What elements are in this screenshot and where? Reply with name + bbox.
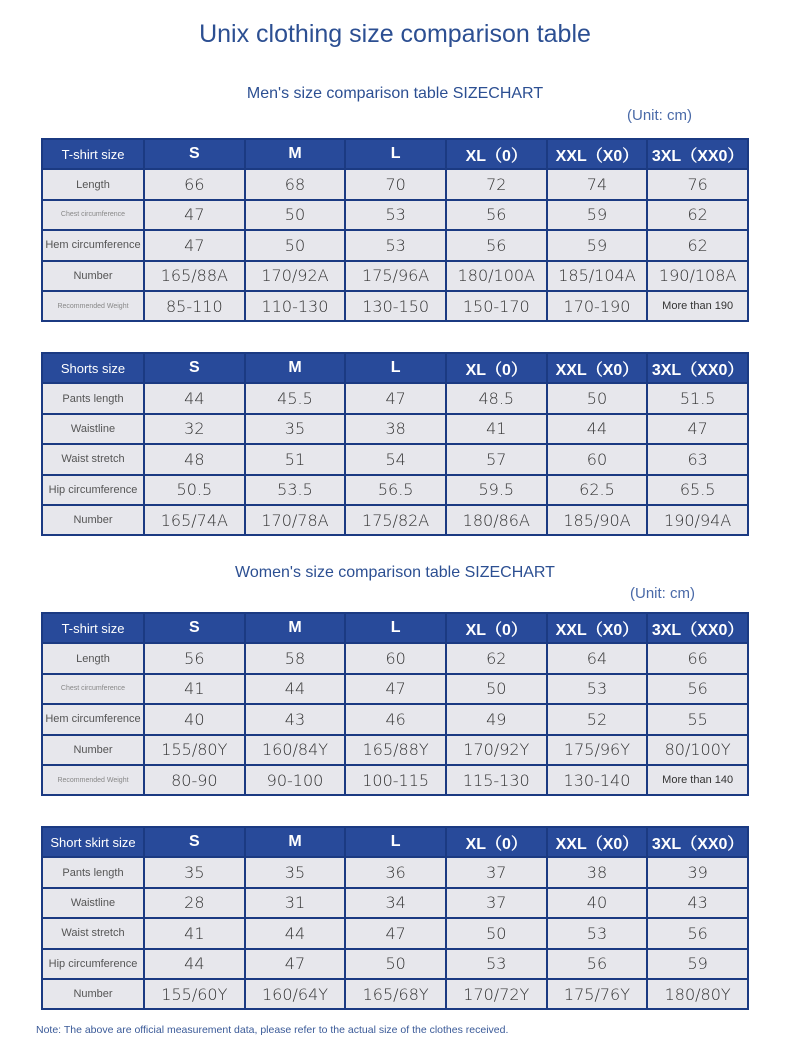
value-cell: 160/84Y xyxy=(245,735,346,765)
value-cell: 52 xyxy=(547,704,648,734)
row-label-cell: Waist stretch xyxy=(42,444,144,474)
value-cell: 41 xyxy=(144,674,245,704)
value-cell: More than 190 xyxy=(647,291,748,321)
value-cell: 53 xyxy=(345,200,446,230)
value-cell: 50 xyxy=(345,949,446,979)
size-header-cell: M xyxy=(245,139,346,169)
value-cell: 56 xyxy=(647,918,748,948)
value-cell: 50 xyxy=(245,230,346,260)
value-cell: 44 xyxy=(245,674,346,704)
value-cell: 57 xyxy=(446,444,547,474)
value-cell: 130-140 xyxy=(547,765,648,795)
value-cell: 165/88Y xyxy=(345,735,446,765)
value-cell: 70 xyxy=(345,169,446,199)
table-row xyxy=(42,169,748,199)
value-cell: 59 xyxy=(547,230,648,260)
men-section-heading: Men's size comparison table SIZECHART xyxy=(246,85,544,102)
value-cell: 47 xyxy=(144,200,245,230)
row-label-cell: Number xyxy=(42,979,144,1009)
value-cell: 165/88A xyxy=(144,261,245,291)
women-section-heading: Women's size comparison table SIZECHART xyxy=(235,564,555,581)
row-label-cell: Hip circumference xyxy=(42,475,144,505)
value-cell: 50.5 xyxy=(144,475,245,505)
value-cell: 66 xyxy=(647,643,748,673)
value-cell: 185/104A xyxy=(547,261,648,291)
table-row xyxy=(42,735,748,765)
value-cell: 44 xyxy=(547,414,648,444)
value-cell: 41 xyxy=(144,918,245,948)
row-label-cell: Length xyxy=(42,643,144,673)
value-cell: 38 xyxy=(547,857,648,887)
size-header-cell: M xyxy=(245,353,346,383)
table-row xyxy=(42,475,748,505)
men-shorts-table xyxy=(41,352,749,536)
value-cell: 130-150 xyxy=(345,291,446,321)
value-cell: 44 xyxy=(144,383,245,413)
table-row xyxy=(42,765,748,795)
table-header-row xyxy=(42,613,748,643)
size-header-cell: M xyxy=(245,827,346,857)
value-cell: 80/100Y xyxy=(647,735,748,765)
value-cell: 59 xyxy=(547,200,648,230)
size-header-cell: M xyxy=(245,613,346,643)
row-label-cell: Hip circumference xyxy=(42,949,144,979)
value-cell: 43 xyxy=(245,704,346,734)
value-cell: 90-100 xyxy=(245,765,346,795)
value-cell: 110-130 xyxy=(245,291,346,321)
value-cell: 175/82A xyxy=(345,505,446,535)
value-cell: 66 xyxy=(144,169,245,199)
women-tshirt-table xyxy=(41,612,749,796)
value-cell: 37 xyxy=(446,888,547,918)
value-cell: 60 xyxy=(345,643,446,673)
value-cell: 165/68Y xyxy=(345,979,446,1009)
value-cell: 31 xyxy=(245,888,346,918)
table-row xyxy=(42,230,748,260)
table-row xyxy=(42,383,748,413)
value-cell: 60 xyxy=(547,444,648,474)
row-label-cell: Waistline xyxy=(42,414,144,444)
value-cell: 53 xyxy=(547,918,648,948)
size-header-cell: XL（0） xyxy=(446,827,547,857)
size-header-cell: S xyxy=(144,139,245,169)
value-cell: 190/108A xyxy=(647,261,748,291)
value-cell: 50 xyxy=(446,674,547,704)
value-cell: 155/60Y xyxy=(144,979,245,1009)
value-cell: 180/80Y xyxy=(647,979,748,1009)
row-label-cell: Waist stretch xyxy=(42,918,144,948)
row-label-cell: Waistline xyxy=(42,888,144,918)
row-label-cell: Hem circumference xyxy=(42,230,144,260)
value-cell: 68 xyxy=(245,169,346,199)
value-cell: 40 xyxy=(547,888,648,918)
table-row xyxy=(42,291,748,321)
value-cell: 62 xyxy=(647,200,748,230)
table-row xyxy=(42,888,748,918)
value-cell: 190/94A xyxy=(647,505,748,535)
value-cell: 62.5 xyxy=(547,475,648,505)
value-cell: 170/78A xyxy=(245,505,346,535)
value-cell: 170/92Y xyxy=(446,735,547,765)
size-header-cell: S xyxy=(144,353,245,383)
value-cell: 53.5 xyxy=(245,475,346,505)
value-cell: 48 xyxy=(144,444,245,474)
size-header-cell: L xyxy=(345,139,446,169)
row-label-cell: Number xyxy=(42,261,144,291)
page-title: Unix clothing size comparison table xyxy=(199,20,591,48)
value-cell: 54 xyxy=(345,444,446,474)
value-cell: 150-170 xyxy=(446,291,547,321)
table-row xyxy=(42,414,748,444)
header-label-cell: Shorts size xyxy=(42,353,144,383)
row-label-cell: Chest circumference xyxy=(42,674,144,704)
value-cell: 47 xyxy=(647,414,748,444)
value-cell: 47 xyxy=(345,918,446,948)
row-label-cell: Chest circumference xyxy=(42,200,144,230)
table-row xyxy=(42,261,748,291)
value-cell: 32 xyxy=(144,414,245,444)
row-label-cell: Hem circumference xyxy=(42,704,144,734)
header-label-cell: T-shirt size xyxy=(42,613,144,643)
size-header-cell: L xyxy=(345,613,446,643)
value-cell: 44 xyxy=(144,949,245,979)
value-cell: 49 xyxy=(446,704,547,734)
value-cell: 64 xyxy=(547,643,648,673)
row-label-cell: Pants length xyxy=(42,383,144,413)
table-row xyxy=(42,949,748,979)
value-cell: 80-90 xyxy=(144,765,245,795)
value-cell: 35 xyxy=(245,857,346,887)
value-cell: 180/86A xyxy=(446,505,547,535)
table-header-row xyxy=(42,827,748,857)
size-header-cell: XXL（X0） xyxy=(547,353,648,383)
value-cell: 56.5 xyxy=(345,475,446,505)
table-row xyxy=(42,918,748,948)
table-row xyxy=(42,704,748,734)
value-cell: More than 140 xyxy=(647,765,748,795)
value-cell: 47 xyxy=(245,949,346,979)
value-cell: 28 xyxy=(144,888,245,918)
value-cell: 155/80Y xyxy=(144,735,245,765)
women-skirt-table xyxy=(41,826,749,1010)
size-header-cell: XL（0） xyxy=(446,353,547,383)
size-header-cell: 3XL（XX0） xyxy=(647,139,748,169)
value-cell: 62 xyxy=(647,230,748,260)
table-header-row xyxy=(42,139,748,169)
row-label-cell: Number xyxy=(42,505,144,535)
row-label-cell: Recommended Weight xyxy=(42,291,144,321)
value-cell: 56 xyxy=(446,230,547,260)
size-header-cell: L xyxy=(345,827,446,857)
size-header-cell: 3XL（XX0） xyxy=(647,353,748,383)
size-header-cell: XXL（X0） xyxy=(547,613,648,643)
value-cell: 165/74A xyxy=(144,505,245,535)
value-cell: 48.5 xyxy=(446,383,547,413)
value-cell: 44 xyxy=(245,918,346,948)
value-cell: 65.5 xyxy=(647,475,748,505)
size-header-cell: XXL（X0） xyxy=(547,827,648,857)
value-cell: 40 xyxy=(144,704,245,734)
size-header-cell: S xyxy=(144,827,245,857)
value-cell: 180/100A xyxy=(446,261,547,291)
table-row xyxy=(42,200,748,230)
value-cell: 45.5 xyxy=(245,383,346,413)
value-cell: 56 xyxy=(547,949,648,979)
value-cell: 85-110 xyxy=(144,291,245,321)
value-cell: 37 xyxy=(446,857,547,887)
value-cell: 50 xyxy=(245,200,346,230)
value-cell: 43 xyxy=(647,888,748,918)
value-cell: 46 xyxy=(345,704,446,734)
size-header-cell: L xyxy=(345,353,446,383)
value-cell: 53 xyxy=(345,230,446,260)
value-cell: 59.5 xyxy=(446,475,547,505)
value-cell: 175/96Y xyxy=(547,735,648,765)
table-row xyxy=(42,505,748,535)
table-row xyxy=(42,643,748,673)
value-cell: 56 xyxy=(647,674,748,704)
value-cell: 175/96A xyxy=(345,261,446,291)
value-cell: 47 xyxy=(345,383,446,413)
women-unit-label: (Unit: cm) xyxy=(630,585,695,602)
table-header-row xyxy=(42,353,748,383)
value-cell: 34 xyxy=(345,888,446,918)
value-cell: 170-190 xyxy=(547,291,648,321)
men-unit-label: (Unit: cm) xyxy=(627,107,692,124)
footnote: Note: The above are official measurement data, please refer to the actual size of the clothes received. xyxy=(36,1024,509,1036)
header-label-cell: Short skirt size xyxy=(42,827,144,857)
value-cell: 56 xyxy=(144,643,245,673)
value-cell: 50 xyxy=(547,383,648,413)
value-cell: 56 xyxy=(446,200,547,230)
size-header-cell: XL（0） xyxy=(446,613,547,643)
value-cell: 35 xyxy=(144,857,245,887)
value-cell: 41 xyxy=(446,414,547,444)
value-cell: 39 xyxy=(647,857,748,887)
value-cell: 35 xyxy=(245,414,346,444)
value-cell: 185/90A xyxy=(547,505,648,535)
value-cell: 53 xyxy=(446,949,547,979)
value-cell: 175/76Y xyxy=(547,979,648,1009)
value-cell: 47 xyxy=(345,674,446,704)
row-label-cell: Pants length xyxy=(42,857,144,887)
size-header-cell: XL（0） xyxy=(446,139,547,169)
value-cell: 55 xyxy=(647,704,748,734)
header-label-cell: T-shirt size xyxy=(42,139,144,169)
value-cell: 51.5 xyxy=(647,383,748,413)
value-cell: 62 xyxy=(446,643,547,673)
value-cell: 72 xyxy=(446,169,547,199)
value-cell: 63 xyxy=(647,444,748,474)
value-cell: 160/64Y xyxy=(245,979,346,1009)
value-cell: 50 xyxy=(446,918,547,948)
value-cell: 58 xyxy=(245,643,346,673)
size-header-cell: 3XL（XX0） xyxy=(647,827,748,857)
value-cell: 38 xyxy=(345,414,446,444)
value-cell: 36 xyxy=(345,857,446,887)
value-cell: 47 xyxy=(144,230,245,260)
table-row xyxy=(42,857,748,887)
value-cell: 115-130 xyxy=(446,765,547,795)
value-cell: 170/92A xyxy=(245,261,346,291)
row-label-cell: Length xyxy=(42,169,144,199)
table-row xyxy=(42,444,748,474)
size-header-cell: 3XL（XX0） xyxy=(647,613,748,643)
value-cell: 53 xyxy=(547,674,648,704)
value-cell: 170/72Y xyxy=(446,979,547,1009)
value-cell: 59 xyxy=(647,949,748,979)
value-cell: 76 xyxy=(647,169,748,199)
value-cell: 51 xyxy=(245,444,346,474)
row-label-cell: Recommended Weight xyxy=(42,765,144,795)
row-label-cell: Number xyxy=(42,735,144,765)
value-cell: 100-115 xyxy=(345,765,446,795)
value-cell: 74 xyxy=(547,169,648,199)
size-header-cell: S xyxy=(144,613,245,643)
size-header-cell: XXL（X0） xyxy=(547,139,648,169)
table-row xyxy=(42,979,748,1009)
table-row xyxy=(42,674,748,704)
men-tshirt-table xyxy=(41,138,749,322)
